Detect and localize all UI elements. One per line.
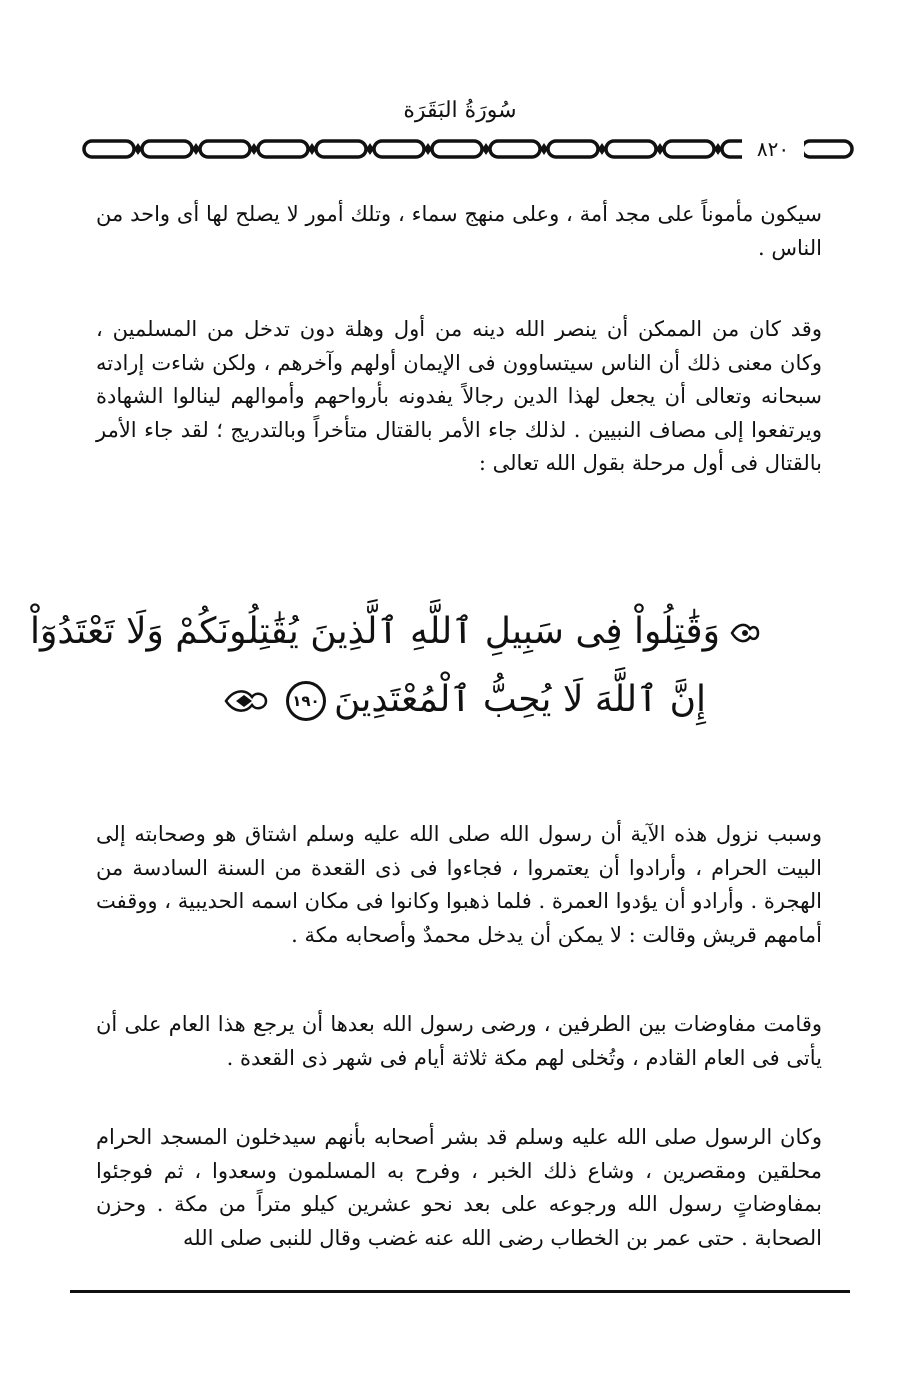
quran-verse-ornament-icon [224, 686, 268, 716]
ayah-number-badge: ١٩٠ [286, 681, 326, 721]
paragraph-1: سيكون مأموناً على مجد أمة ، وعلى منهج سماء ، وتلك أمور لا يصلح لها أى واحد من الناس . [96, 202, 822, 260]
quran-verse-block [29, 598, 770, 734]
verse-text-line-1: وَقَٰتِلُواْ فِى سَبِيلِ ٱللَّهِ ٱلَّذِينَ يُقَٰتِلُونَكُمْ وَلَا تَعْتَدُوٓاْ [29, 611, 720, 652]
surah-name-header: سُورَةُ البَقَرَة [403, 98, 517, 123]
verse-line-1 [29, 598, 770, 666]
chain-border-ornament [82, 138, 856, 160]
page-number: ٨٢٠ [742, 136, 804, 162]
footer-rule [70, 1290, 850, 1293]
paragraph-3: وسبب نزول هذه الآية أن رسول الله صلى الله عليه وسلم اشتاق هو وصحابته إلى البيت الحرام ، وأرادوا أن يعتمروا ، فجاءوا فى ذى القعدة من السنة السادسة من الهجرة . وأرادو أن يؤدوا العمرة . فلما ذهبوا وكانوا فى مكان اسمه الحديبية ، ووقفت أمامهم قريش وقالت : لا يمكن أن يدخل محمدٌ وأصحابه مكة . [96, 822, 822, 947]
paragraph-4: وقامت مفاوضات بين الطرفين ، ورضى رسول الله بعدها أن يرجع هذا العام على أن يأتى فى العام القادم ، وتُخلى لهم مكة ثلاثة أيام فى شهر ذى القعدة . [96, 1012, 822, 1070]
verse-line-2 [150, 666, 770, 734]
quran-verse-ornament-icon [730, 620, 760, 646]
verse-text-line-2: إِنَّ ٱللَّهَ لَا يُحِبُّ ٱلْمُعْتَدِينَ [333, 679, 707, 720]
paragraph-2: وقد كان من الممكن أن ينصر الله دينه من أول وهلة دون تدخل من المسلمين ، وكان معنى ذلك أن الناس سيتساوون فى الإيمان أولهم وآخرهم ، ولكن شاءت إرادته سبحانه وتعالى أن يجعل لهذا الدين رجالاً يفدونه بأرواحهم وأموالهم لينالوا الشهادة ويرتفعوا إلى مصاف النبيين . لذلك جاء الأمر بالقتال متأخراً وبالتدريج ؛ لقد جاء الأمر بالقتال فى أول مرحلة بقول الله تعالى : [96, 317, 822, 475]
paragraph-5: وكان الرسول صلى الله عليه وسلم قد بشر أصحابه بأنهم سيدخلون المسجد الحرام محلقين ومقصرين ، وشاع ذلك الخبر ، وفرح به المسلمون وسعدوا ، ثم فوجئوا بمفاوضاتٍ رسول الله ورجوعه على بعد نحو عشرين كيلو متراً من مكة . وحزن الصحابة . حتى عمر بن الخطاب رضى الله عنه غضب وقال للنبى صلى الله [96, 1125, 822, 1250]
